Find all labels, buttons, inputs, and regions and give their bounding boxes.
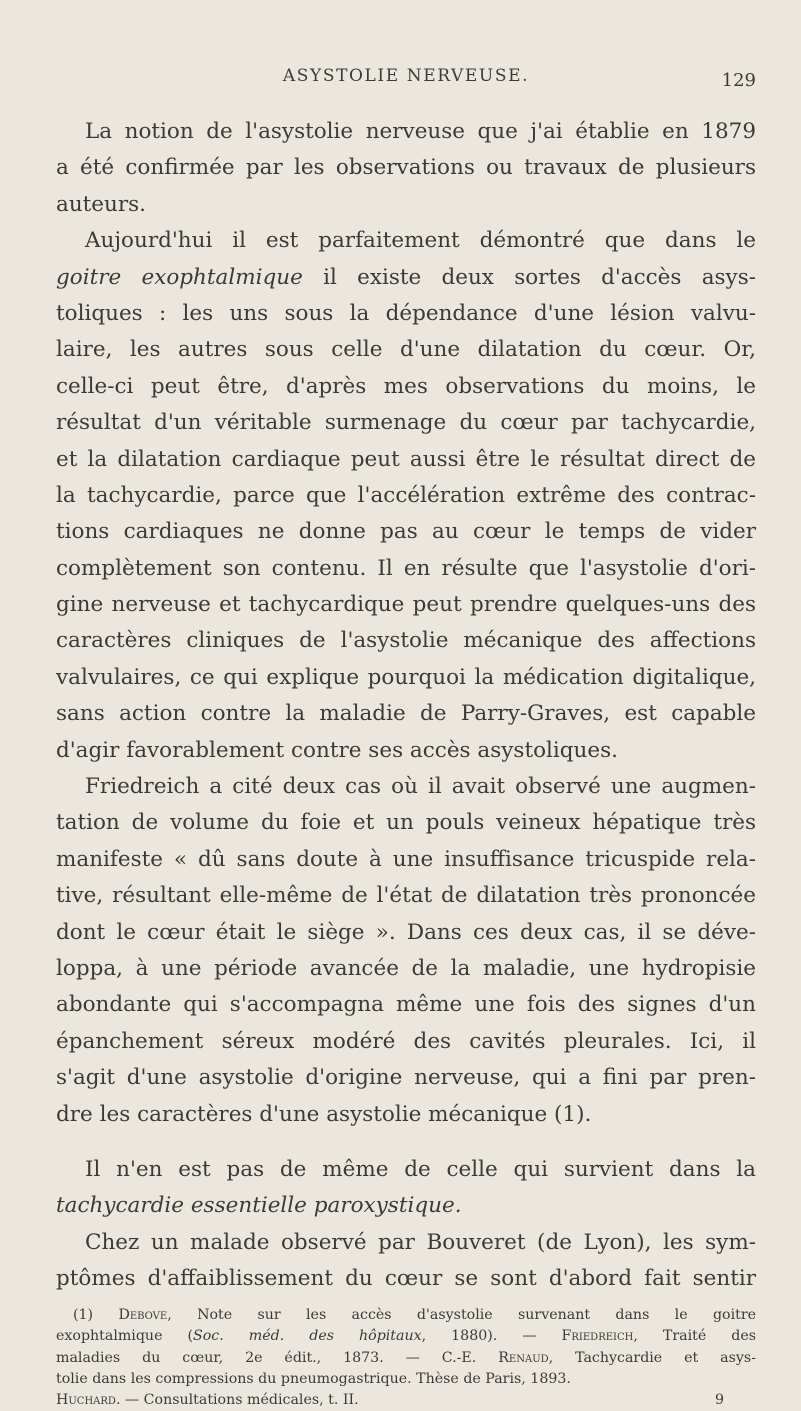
text-line: celle-ci peut être, d'après mes observations du moins, le	[56, 373, 756, 399]
book-signature	[56, 1390, 359, 1411]
text-line: résultat d'un véritable surmenage du cœur par tachycardie,	[56, 410, 756, 436]
text-line: La notion de l'asystolie nerveuse que j'ai établie en 1879	[85, 119, 756, 144]
italic-term: tachycardie essentielle paroxystique.	[56, 1193, 462, 1219]
text-line: loppa, à une période avancée de la maladie, une hydropisie	[56, 955, 756, 981]
text-line: Chez un malade observé par Bouveret (de Lyon), les sym-	[85, 1229, 756, 1255]
text-line: a été confirmée par les observations ou travaux de plusieurs	[56, 155, 756, 181]
text-fragment: . — Consultations médicales, t. II.	[115, 1392, 359, 1409]
text-fragment: , 1880). —	[421, 1328, 562, 1345]
text-line: d'agir favorablement contre ses accès asystoliques.	[56, 737, 618, 763]
text-line: épanchement séreux modéré des cavités pleurales. Ici, il	[56, 1028, 756, 1054]
text-line: valvulaires, ce qui explique pourquoi la médication digitalique,	[56, 664, 756, 690]
text-line: la tachycardie, parce que l'accélération extrême des contrac-	[56, 482, 756, 508]
page-header	[56, 66, 756, 96]
text-line: abondante qui s'accompagna même une fois des signes d'un	[56, 992, 756, 1018]
text-fragment: exophtalmique (	[56, 1328, 194, 1345]
text-line: auteurs.	[56, 191, 147, 217]
text-line: sans action contre la maladie de Parry-Graves, est capable	[56, 701, 756, 727]
author-name: Huchard	[56, 1392, 116, 1409]
footnote-line: tolie dans les compressions du pneumogastrique. Thèse de Paris, 1893.	[56, 1370, 571, 1387]
text-fragment: , Tachycardie et asys-	[548, 1349, 756, 1366]
page-number: 129	[721, 70, 756, 91]
text-line: dont le cœur était le siège ». Dans ces deux cas, il se déve-	[56, 919, 756, 945]
author-name: Friedreich	[561, 1328, 634, 1345]
text-line: tation de volume du foie et un pouls veineux hépatique très	[56, 810, 756, 836]
footnote-line	[56, 1326, 756, 1347]
text-line: Aujourd'hui il est parfaitement démontré que dans le	[85, 228, 756, 254]
footnote	[56, 1305, 756, 1411]
signature-number: 9	[714, 1392, 724, 1409]
text-line: toliques : les uns sous la dépendance d'une lésion valvu-	[56, 300, 756, 326]
signature-line	[56, 1390, 756, 1411]
text-line: laire, les autres sous celle d'une dilatation du cœur. Or,	[56, 337, 756, 363]
main-text	[56, 114, 756, 1298]
footnote-marker: (1)	[73, 1307, 119, 1323]
text-line: Friedreich a cité deux cas où il avait observé une augmen-	[85, 774, 756, 800]
text-line: s'agit d'une asystolie d'origine nerveuse, qui a fini par pren-	[56, 1065, 756, 1091]
text-line: ptômes d'affaiblissement du cœur se sont d'abord fait sentir	[56, 1266, 756, 1292]
journal-title: Soc. méd. des hôpitaux	[193, 1328, 422, 1345]
italic-term: goitre exophtalmique	[56, 264, 303, 290]
running-title: ASYSTOLIE NERVEUSE.	[282, 66, 530, 86]
text-fragment: , Traité des	[633, 1328, 756, 1345]
footnote-line	[56, 1348, 756, 1369]
footnote-line	[56, 1305, 756, 1326]
text-line: gine nerveuse et tachycardique peut prendre quelques-uns des	[56, 592, 756, 618]
text-line: tions cardiaques ne donne pas au cœur le temps de vider	[56, 519, 756, 545]
text-line: complètement son contenu. Il en résulte que l'asystolie d'ori-	[56, 555, 756, 581]
author-name: Renaud	[498, 1349, 549, 1366]
text-line: tive, résultant elle-même de l'état de dilatation très prononcée	[56, 883, 756, 909]
text-line: et la dilatation cardiaque peut aussi être le résultat direct de	[56, 446, 756, 472]
text-line: Il n'en est pas de même de celle qui survient dans la	[85, 1156, 756, 1182]
text-line: caractères cliniques de l'asystolie mécanique des affections	[56, 628, 756, 654]
text-fragment: il existe deux sortes d'accès asys-	[302, 264, 756, 290]
text-line	[56, 260, 756, 296]
text-fragment: , Note sur les accès d'asystolie survenant dans le goitre	[167, 1307, 757, 1323]
text-line: manifeste « dû sans doute à une insuffisance tricuspide rela-	[56, 846, 756, 872]
author-name: Debove	[118, 1307, 168, 1323]
text-line: dre les caractères d'une asystolie mécanique (1).	[56, 1101, 592, 1127]
text-line	[56, 1188, 756, 1224]
text-fragment: maladies du cœur, 2e édit., 1873. — C.-E.	[56, 1349, 499, 1366]
